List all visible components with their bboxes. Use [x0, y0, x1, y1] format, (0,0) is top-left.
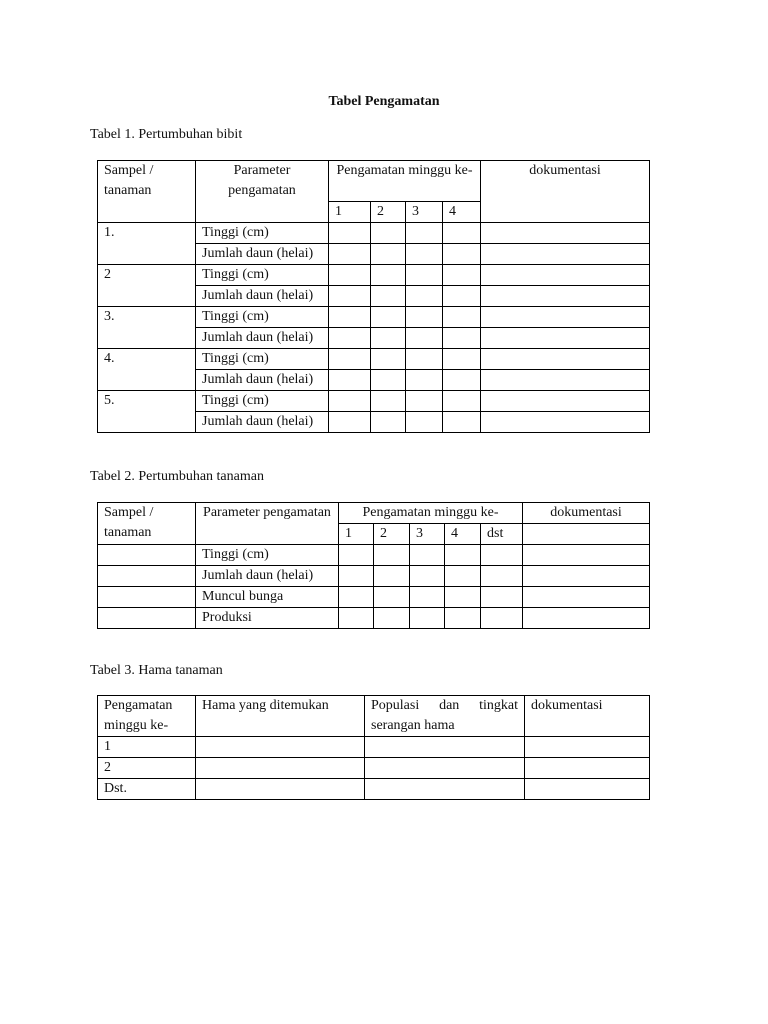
sample-cell: 3.: [98, 307, 196, 349]
data-cell[interactable]: [445, 566, 481, 587]
header-parameter: Parameter pengamatan: [196, 161, 329, 223]
param-cell: Jumlah daun (helai): [196, 286, 329, 307]
sample-cell: 5.: [98, 391, 196, 433]
header-parameter: Parameter pengamatan: [196, 503, 339, 545]
week-2-header: 2: [374, 524, 410, 545]
doc-cell[interactable]: [523, 587, 650, 608]
data-cell[interactable]: [339, 587, 374, 608]
table1-caption: Tabel 1. Pertumbuhan bibit: [90, 127, 243, 142]
sample-cell[interactable]: [98, 566, 196, 587]
data-cell[interactable]: [406, 286, 443, 307]
doc-cell[interactable]: [525, 779, 650, 800]
data-cell[interactable]: [481, 566, 523, 587]
doc-cell[interactable]: [523, 608, 650, 629]
table-row: [98, 545, 650, 566]
data-cell[interactable]: [443, 307, 481, 328]
doc-cell[interactable]: [481, 223, 650, 244]
data-cell[interactable]: [406, 370, 443, 391]
week-4-header: 4: [445, 524, 481, 545]
header-pengamatan: Pengamatan minggu ke-: [339, 503, 523, 524]
table-row: [98, 737, 650, 758]
data-cell[interactable]: [329, 244, 371, 265]
header-sampel: Sampel / tanaman: [98, 161, 196, 223]
data-cell[interactable]: [410, 587, 445, 608]
doc-cell[interactable]: [481, 370, 650, 391]
doc-cell[interactable]: [481, 349, 650, 370]
table2-caption: Tabel 2. Pertumbuhan tanaman: [90, 469, 264, 484]
doc-cell[interactable]: [481, 328, 650, 349]
data-cell[interactable]: [365, 758, 525, 779]
data-cell[interactable]: [406, 412, 443, 433]
week-cell: Dst.: [98, 779, 196, 800]
data-cell[interactable]: [406, 349, 443, 370]
data-cell[interactable]: [371, 307, 406, 328]
data-cell[interactable]: [329, 412, 371, 433]
doc-cell[interactable]: [523, 545, 650, 566]
document-title: Tabel Pengamatan: [328, 94, 440, 109]
data-cell[interactable]: [329, 391, 371, 412]
table-row: [98, 307, 650, 328]
table-row: [98, 223, 650, 244]
table-pertumbuhan-tanaman: [97, 502, 650, 629]
data-cell[interactable]: [339, 566, 374, 587]
data-cell[interactable]: [365, 737, 525, 758]
data-cell[interactable]: [445, 587, 481, 608]
data-cell[interactable]: [406, 391, 443, 412]
table-row: [98, 758, 650, 779]
data-cell[interactable]: [329, 349, 371, 370]
table3-caption: Tabel 3. Hama tanaman: [90, 663, 223, 678]
doc-cell[interactable]: [523, 566, 650, 587]
data-cell[interactable]: [371, 223, 406, 244]
data-cell[interactable]: [371, 265, 406, 286]
data-cell[interactable]: [443, 349, 481, 370]
param-cell: Jumlah daun (helai): [196, 566, 339, 587]
doc-cell[interactable]: [481, 244, 650, 265]
doc-cell[interactable]: [481, 307, 650, 328]
header-dokumentasi: dokumentasi: [523, 503, 650, 524]
header-populasi: Populasi dan tingkat serangan hama: [365, 696, 525, 737]
data-cell[interactable]: [371, 412, 406, 433]
sample-cell: 4.: [98, 349, 196, 391]
data-cell[interactable]: [329, 265, 371, 286]
doc-cell[interactable]: [481, 286, 650, 307]
param-cell: Tinggi (cm): [196, 349, 329, 370]
week-1-header: 1: [339, 524, 374, 545]
week-1-header: 1: [329, 202, 371, 223]
data-cell[interactable]: [339, 608, 374, 629]
sample-cell: 1.: [98, 223, 196, 265]
table-row: [98, 779, 650, 800]
week-cell: 1: [98, 737, 196, 758]
data-cell[interactable]: [329, 328, 371, 349]
data-cell[interactable]: [481, 608, 523, 629]
data-cell[interactable]: [374, 566, 410, 587]
doc-cell[interactable]: [481, 391, 650, 412]
week-4-header: 4: [443, 202, 481, 223]
data-cell[interactable]: [481, 545, 523, 566]
data-cell[interactable]: [371, 244, 406, 265]
data-cell[interactable]: [410, 608, 445, 629]
doc-cell[interactable]: [523, 524, 650, 545]
table-row: [98, 587, 650, 608]
table-row: [98, 566, 650, 587]
table-row: [98, 265, 650, 286]
data-cell[interactable]: [443, 223, 481, 244]
sample-cell: 2: [98, 265, 196, 307]
param-cell: Jumlah daun (helai): [196, 328, 329, 349]
param-cell: Tinggi (cm): [196, 265, 329, 286]
table-row: [98, 608, 650, 629]
sample-cell[interactable]: [98, 608, 196, 629]
week-2-header: 2: [371, 202, 406, 223]
sample-cell[interactable]: [98, 587, 196, 608]
data-cell[interactable]: [196, 758, 365, 779]
data-cell[interactable]: [374, 587, 410, 608]
param-cell: Tinggi (cm): [196, 307, 329, 328]
data-cell[interactable]: [371, 391, 406, 412]
header-dokumentasi: dokumentasi: [525, 696, 650, 737]
data-cell[interactable]: [406, 244, 443, 265]
data-cell[interactable]: [371, 286, 406, 307]
data-cell[interactable]: [371, 349, 406, 370]
data-cell[interactable]: [443, 391, 481, 412]
data-cell[interactable]: [406, 307, 443, 328]
data-cell[interactable]: [443, 244, 481, 265]
data-cell[interactable]: [481, 587, 523, 608]
data-cell[interactable]: [410, 545, 445, 566]
doc-cell[interactable]: [525, 737, 650, 758]
data-cell[interactable]: [339, 545, 374, 566]
data-cell[interactable]: [196, 737, 365, 758]
week-cell: 2: [98, 758, 196, 779]
table-pertumbuhan-bibit: [97, 160, 650, 433]
data-cell[interactable]: [443, 370, 481, 391]
param-cell: Muncul bunga: [196, 587, 339, 608]
data-cell[interactable]: [410, 566, 445, 587]
table-row: [98, 391, 650, 412]
data-cell[interactable]: [196, 779, 365, 800]
data-cell[interactable]: [329, 307, 371, 328]
week-3-header: 3: [406, 202, 443, 223]
data-cell[interactable]: [445, 545, 481, 566]
table-hama-tanaman: [97, 695, 650, 800]
header-pengamatan: Pengamatan minggu ke-: [329, 161, 481, 202]
data-cell[interactable]: [329, 286, 371, 307]
param-cell: Tinggi (cm): [196, 223, 329, 244]
data-cell[interactable]: [374, 608, 410, 629]
data-cell[interactable]: [374, 545, 410, 566]
doc-cell[interactable]: [481, 412, 650, 433]
data-cell[interactable]: [329, 370, 371, 391]
data-cell[interactable]: [365, 779, 525, 800]
data-cell[interactable]: [445, 608, 481, 629]
param-cell: Jumlah daun (helai): [196, 370, 329, 391]
header-dokumentasi: dokumentasi: [481, 161, 650, 223]
data-cell[interactable]: [443, 265, 481, 286]
header-sampel: Sampel / tanaman: [98, 503, 196, 545]
data-cell[interactable]: [406, 223, 443, 244]
param-cell: Jumlah daun (helai): [196, 244, 329, 265]
header-hama: Hama yang ditemukan: [196, 696, 365, 737]
doc-cell[interactable]: [525, 758, 650, 779]
param-cell: Tinggi (cm): [196, 391, 329, 412]
sample-cell[interactable]: [98, 545, 196, 566]
header-minggu: Pengamatan minggu ke-: [98, 696, 196, 737]
data-cell[interactable]: [406, 265, 443, 286]
table-row: [98, 349, 650, 370]
week-3-header: 3: [410, 524, 445, 545]
param-cell: Tinggi (cm): [196, 545, 339, 566]
data-cell[interactable]: [329, 223, 371, 244]
data-cell[interactable]: [371, 370, 406, 391]
week-dst-header: dst: [481, 524, 523, 545]
data-cell[interactable]: [371, 328, 406, 349]
param-cell: Produksi: [196, 608, 339, 629]
data-cell[interactable]: [443, 286, 481, 307]
data-cell[interactable]: [406, 328, 443, 349]
data-cell[interactable]: [443, 328, 481, 349]
doc-cell[interactable]: [481, 265, 650, 286]
data-cell[interactable]: [443, 412, 481, 433]
param-cell: Jumlah daun (helai): [196, 412, 329, 433]
